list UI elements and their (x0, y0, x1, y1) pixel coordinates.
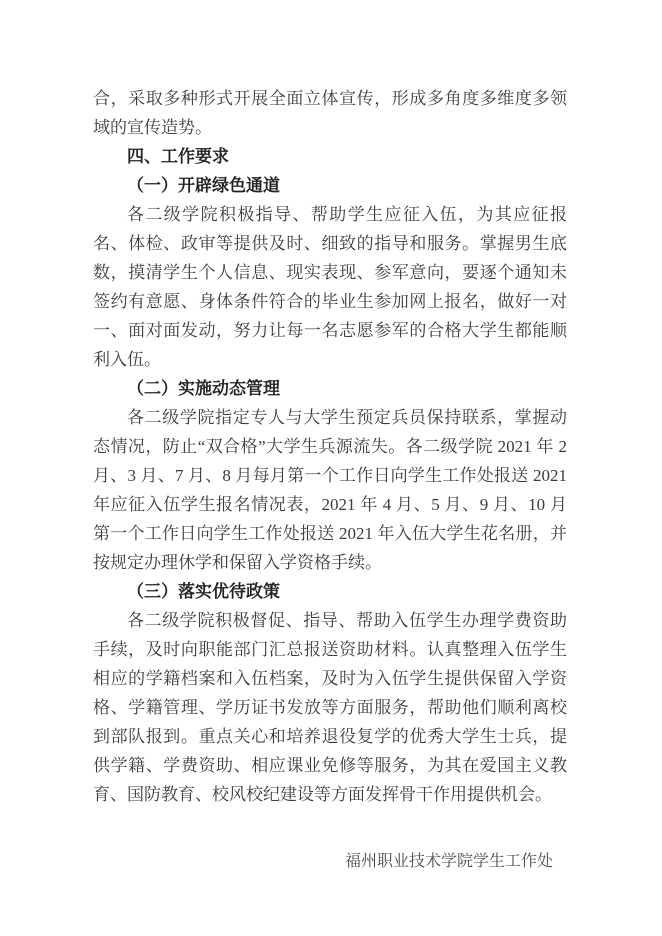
body-paragraph-2: 各二级学院指定专人与大学生预定兵员保持联系，掌握动态情况，防止“双合格”大学生兵源流失。各二级学院 2021 年 2 月、3 月、7 月、8 月每月第一个工作日向学生工作处报送 2021 年应征入伍学生报名情况表，2021 年 4 月、5 月、9 月、10 月第一个工作日向学生工作处报送 2021 年入伍大学生花名册，并按规定办理休学和保留入学资格手续。 (93, 408, 567, 572)
subsection-heading-1: （一）开辟绿色通道 (127, 176, 280, 195)
body-paragraph-1: 各二级学院积极指导、帮助学生应征入伍，为其应征报名、体检、政审等提供及时、细致的指导和服务。掌握男生底数，摸清学生个人信息、现实表现、参军意向，要逐个通知未签约有意愿、身体条件符合的毕业生参加网上报名，做好一对一、面对面发动，努力让每一名志愿参军的合格大学生都能顺利入伍。 (93, 205, 567, 369)
signature-line: 福州职业技术学院学生工作处 (344, 853, 553, 870)
body-paragraph-3: 各二级学院积极督促、指导、帮助入伍学生办理学费资助手续，及时向职能部门汇总报送资助材料。认真整理入伍学生相应的学籍档案和入伍档案，及时为入伍学生提供保留入学资格、学籍管理、学历证书发放等方面服务，帮助他们顺利离校到部队报到。重点关心和培养退役复学的优秀大学生士兵，提供学籍、学费资助、相应课业免修等服务，为其在爱国主义教育、国防教育、校风校纪建设等方面发挥骨干作用提供机会。 (93, 611, 567, 804)
subsection-heading-3: （三）落实优待政策 (127, 582, 280, 601)
section-heading: 四、工作要求 (127, 147, 229, 166)
subsection-heading-2: （二）实施动态管理 (127, 379, 280, 398)
body-paragraph-continued: 合，采取多种形式开展全面立体宣传，形成多角度多维度多领域的宣传造势。 (93, 89, 567, 137)
